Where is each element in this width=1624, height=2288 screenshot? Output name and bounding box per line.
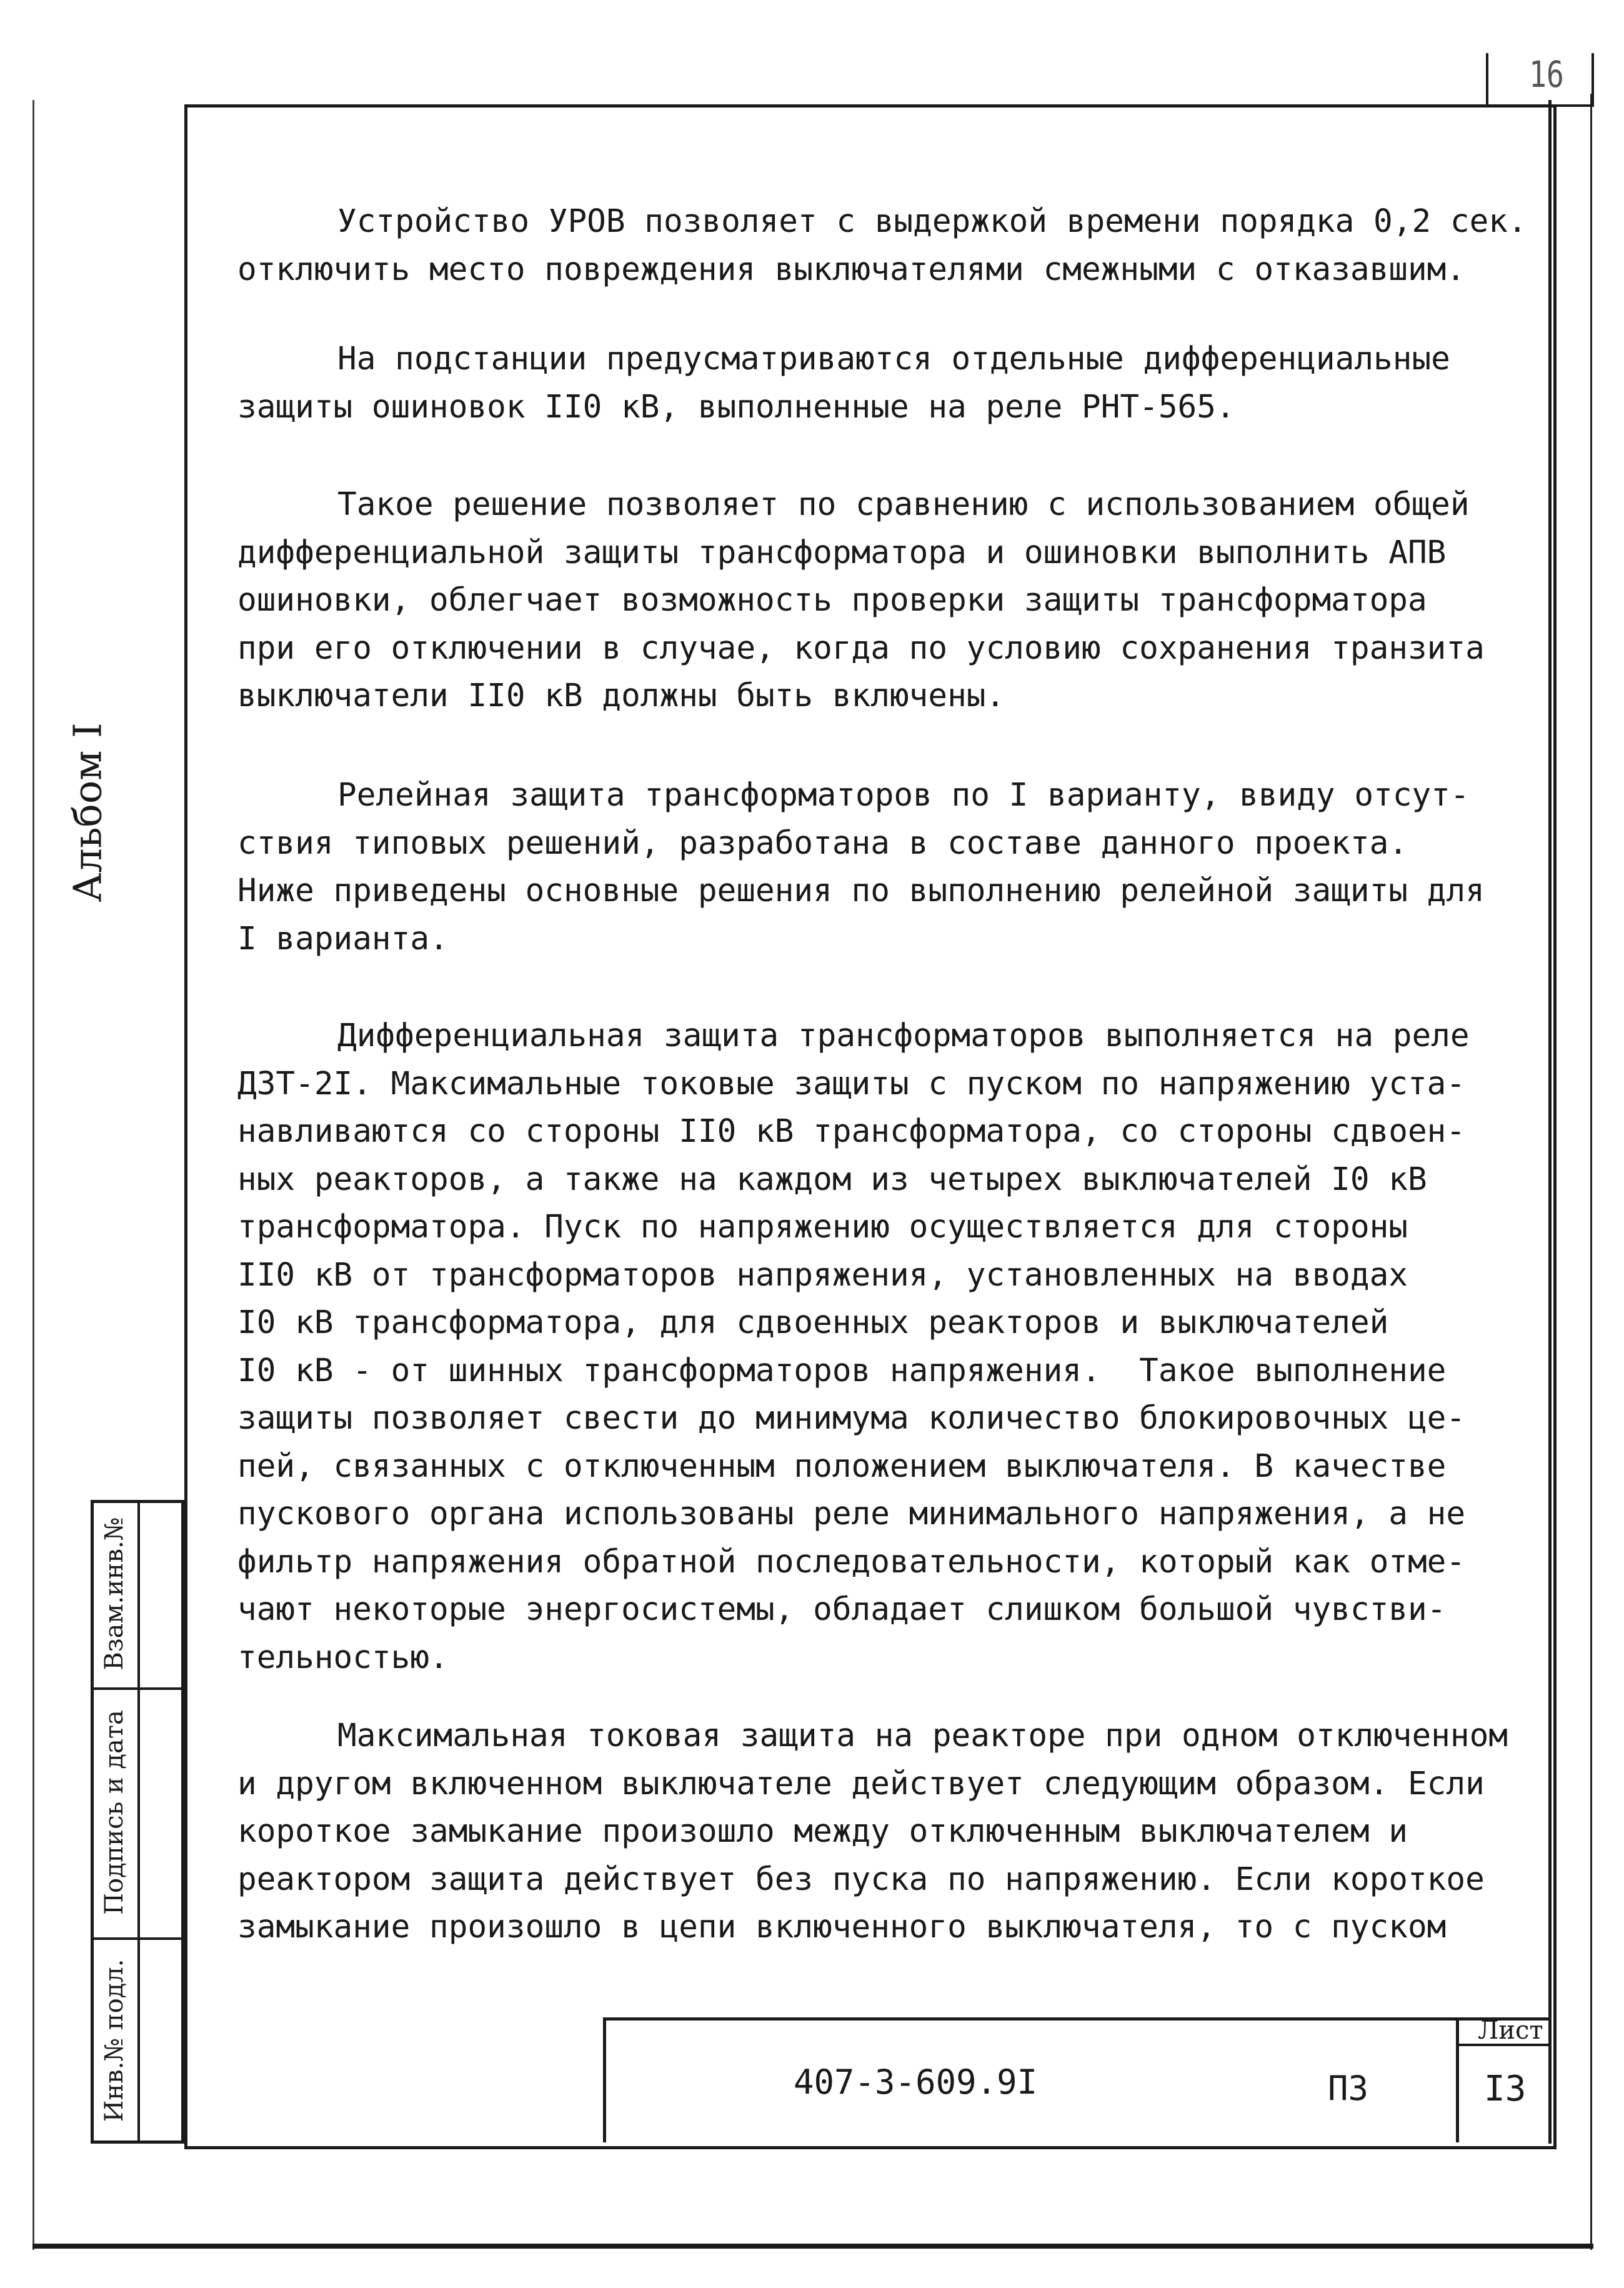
text-line: ствия типовых решений, разработана в составе данного проекта. [237, 824, 1408, 862]
text-line: I0 кВ - от шинных трансформаторов напряжения. Такое выполнение [237, 1352, 1447, 1389]
paragraph-1 [237, 198, 1537, 294]
text-line: Максимальная токовая защита на реакторе при одном отключенном [337, 1717, 1508, 1754]
text-line: ДЗТ-2I. Максимальные токовые защиты с пуском по напряжению уста- [237, 1065, 1466, 1102]
text-line: замыкание произошло в цепи включенного выключателя, то с пуском [237, 1909, 1447, 1946]
text-line: выключатели II0 кВ должны быть включены. [237, 677, 1005, 714]
paragraph-2 [237, 336, 1537, 431]
text-line: ных реакторов, а также на каждом из четырех выключателей I0 кВ [237, 1161, 1427, 1198]
frame-right-edge [1548, 100, 1552, 2144]
text-line: I варианта. [237, 920, 449, 957]
text-line: отключить место повреждения выключателями смежными с отказавшим. [237, 251, 1466, 288]
text-line: дифференциальной защиты трансформатора и ошиновки выполнить АПВ [237, 534, 1447, 571]
paragraph-6 [237, 1712, 1537, 1952]
text-line: тельностью. [237, 1639, 449, 1676]
title-block-divider [1456, 2017, 1459, 2142]
text-line: Устройство УРОВ позволяет с выдержкой времени порядка 0,2 сек. [337, 203, 1527, 240]
sheet-label: Лист [1478, 2016, 1543, 2045]
text-line: навливаются со стороны II0 кВ трансформатора, со стороны сдвоен- [237, 1113, 1466, 1150]
text-line: трансформатора. Пуск по напряжению осуществляется для стороны [237, 1209, 1408, 1246]
paragraph-3 [237, 481, 1537, 721]
text-line: Такое решение позволяет по сравнению с использованием общей [337, 486, 1470, 523]
text-line: Релейная защита трансформаторов по I варианту, ввиду отсут- [337, 777, 1470, 814]
document-type: ПЗ [1328, 2069, 1369, 2108]
text-line: короткое замыкание произошло между отключенным выключателем и [237, 1813, 1408, 1850]
outer-bottom-border [32, 2244, 1593, 2249]
page-number: 16 [1528, 53, 1564, 96]
text-line: II0 кВ от трансформаторов напряжения, установленных на вводах [237, 1256, 1408, 1294]
stamp-row-line [91, 1687, 184, 1690]
text-line: пей, связанных с отключенным положением выключателя. В качестве [237, 1447, 1447, 1485]
text-line: чают некоторые энергосистемы, обладает слишком большой чувстви- [237, 1591, 1447, 1628]
stamp-divider [137, 1500, 140, 2144]
sheet-number: I3 [1484, 2069, 1527, 2109]
text-line: I0 кВ трансформатора, для сдвоенных реакторов и выключателей [237, 1304, 1389, 1341]
text-line: при его отключении в случае, когда по условию сохранения транзита [237, 629, 1485, 667]
text-line: фильтр напряжения обратной последовательности, который как отме- [237, 1543, 1466, 1581]
paragraph-5 [237, 1012, 1537, 1682]
text-line: Дифференциальная защита трансформаторов выполняется на реле [337, 1017, 1470, 1054]
text-line: реактором защита действует без пуска по напряжению. Если короткое [237, 1861, 1485, 1898]
document-code: 407-3-609.9I [794, 2062, 1038, 2102]
stamp-label-vzam-inv: Взам.инв.№ [100, 1517, 129, 1671]
text-line: На подстанции предусматриваются отдельные дифференциальные [337, 341, 1450, 377]
text-line: защиты ошиновок II0 кВ, выполненные на реле РНТ-565. [237, 388, 1235, 426]
text-line: Ниже приведены основные решения по выполнению релейной защиты для [237, 872, 1485, 909]
title-block [603, 2017, 1550, 2142]
outer-left-border [32, 100, 34, 2250]
text-line: ошиновки, облегчает возможность проверки защиты трансформатора [237, 582, 1427, 619]
stamp-label-inv-podl: Инв.№ подл. [100, 1959, 129, 2122]
text-line: пускового органа использованы реле минимального напряжения, а не [237, 1496, 1466, 1532]
text-line: защиты позволяет свести до минимума количество блокировочных це- [237, 1400, 1466, 1437]
paragraph-4 [237, 772, 1537, 963]
text-line: и другом включенном выключателе действует следующим образом. Если [237, 1765, 1485, 1802]
stamp-label-podpis-data: Подпись и дата [100, 1710, 129, 1915]
outer-right-border [1590, 94, 1592, 2250]
album-title: Альбом I [64, 722, 111, 902]
stamp-row-line [91, 1937, 184, 1940]
